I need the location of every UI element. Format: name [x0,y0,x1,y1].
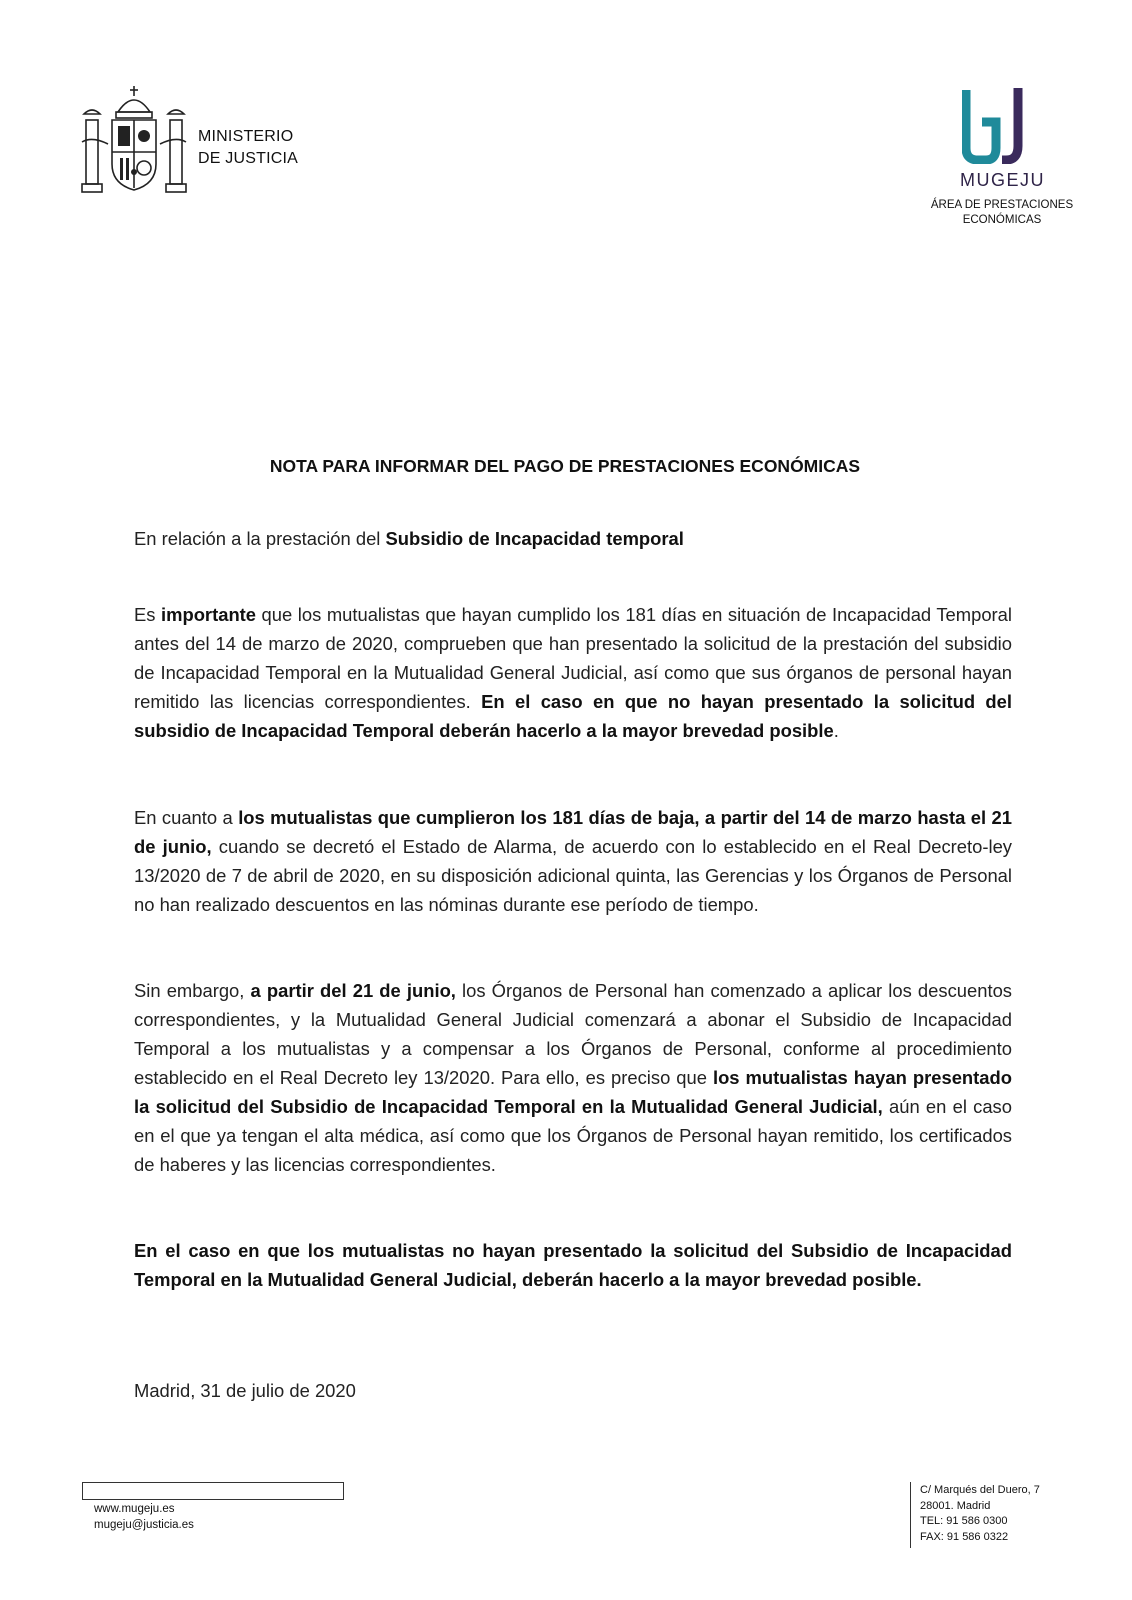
paragraph-3 [134,976,1012,1179]
department-name [920,198,1084,228]
document-title: NOTA PARA INFORMAR DEL PAGO DE PRESTACIONES ECONÓMICAS [269,456,861,476]
footer-tel: TEL: 91 586 0300 [920,1515,1008,1527]
footer-website-link[interactable]: www.mugeju.es [94,1503,175,1515]
p2-text-1: En cuanto a [134,807,239,828]
paragraph-2 [134,803,1012,919]
footer-street: C/ Marqués del Duero, 7 [920,1484,1040,1496]
footer-address [920,1483,1040,1545]
p3-text-3: aún en el caso en el que ya tengan el alta médica, así como que los Órganos de Personal hayan remitido, los certificados de haberes y las licencias correspondientes. [134,1096,1012,1175]
document-date: Madrid, 31 de julio de 2020 [134,1380,356,1401]
intro-text: En relación a la prestación del [134,528,386,549]
footer-email-link[interactable]: mugeju@justicia.es [94,1519,194,1531]
department-line-2: ECONÓMICAS [962,214,1042,226]
footer-box [82,1482,344,1500]
footer-postal: 28001. Madrid [920,1499,991,1512]
p3-bold-1: a partir del 21 de junio, [250,980,456,1001]
intro-paragraph [134,524,1012,553]
p2-bold-1: los mutualistas que cumplieron los 181 días de baja, a partir del 14 de marzo hasta el 21 de junio, [134,807,1012,857]
p1-text-2: que los mutualistas que hayan cumplido los 181 días en situación de Incapacidad Temporal antes del 14 de marzo de 2020, comprueben que han presentado la solicitud de la prestación del subsidio de Incapacidad Temporal en la Mutualidad General Judicial, así como que sus órganos de personal hayan remitido las licencias correspondientes. [134,604,1012,712]
paragraph-1 [134,600,1012,745]
ministry-line-1: MINISTERIO [198,128,294,145]
p3-text-1: Sin embargo, [134,980,251,1001]
spain-coat-of-arms-icon [80,84,188,200]
footer-fax: FAX: 91 586 0322 [920,1530,1009,1543]
p1-bold-1: importante [161,604,257,625]
p1-bold-2: En el caso en que no hayan presentado la solicitud del subsidio de Incapacidad Temporal deberán hacerlo a la mayor brevedad posible [134,691,1012,741]
intro-bold: Subsidio de Incapacidad temporal [385,528,684,549]
paragraph-4: En el caso en que los mutualistas no hayan presentado la solicitud del Subsidio de Incapacidad Temporal en la Mutualidad General Judicial, deberán hacerlo a la mayor brevedad posible. [134,1240,1012,1290]
ministry-line-2: DE JUSTICIA [198,150,298,167]
mugeju-wordmark: MUGEJU [960,170,1045,190]
footer-divider [910,1482,911,1548]
p2-text-2: cuando se decretó el Estado de Alarma, de acuerdo con lo establecido en el Real Decreto-ley 13/2020 de 7 de abril de 2020, en su disposición adicional quinta, las Gerencias y los Órganos de Personal no han realizado descuentos en las nóminas durante ese período de tiempo. [134,836,1012,915]
p1-text-3: . [833,720,839,741]
p3-text-2: los Órganos de Personal han comenzado a aplicar los descuentos correspondientes, y la Mutualidad General Judicial comenzará a abonar el Subsidio de Incapacidad Temporal a los mutualistas y a compensar a los Órganos de Personal, conforme al procedimiento establecido en el Real Decreto ley 13/2020. Para ello, es preciso que [134,980,1012,1088]
mugeju-logo-icon [962,84,1038,164]
ministry-name [198,126,298,170]
p3-bold-2: los mutualistas hayan presentado la solicitud del Subsidio de Incapacidad Temporal en la Mutualidad General Judicial, [134,1067,1012,1117]
department-line-1: ÁREA DE PRESTACIONES [930,199,1074,211]
p1-text-1: Es [134,604,161,625]
